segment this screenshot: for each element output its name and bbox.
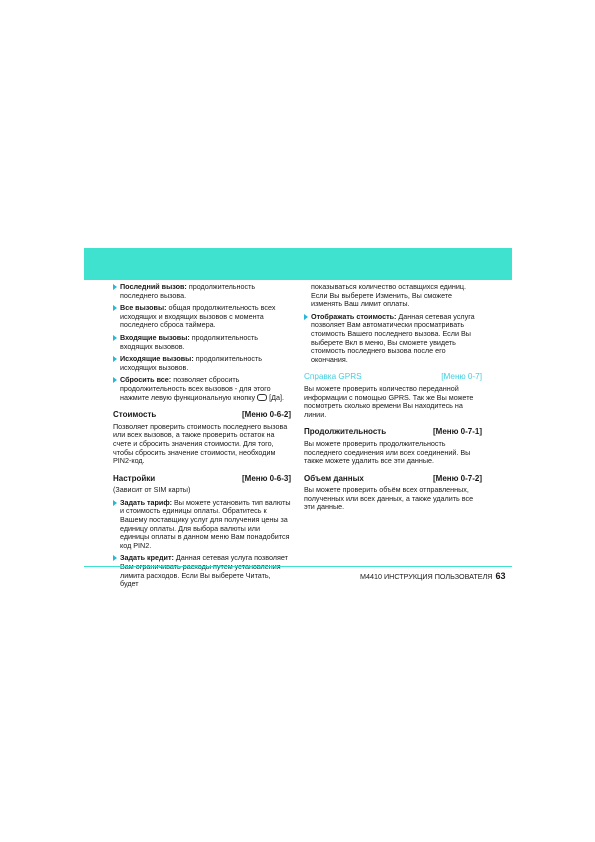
bullet-triangle-icon <box>113 500 117 506</box>
term: Задать тариф: <box>120 497 173 507</box>
term-description: продолжительность последнего вызова. <box>120 282 256 300</box>
term-description: Данная сетевая услуга позволяет лимита расходов. Если Вы выберете Читать, будет <box>120 553 288 589</box>
section-heading <box>304 475 482 484</box>
bullet-triangle-icon <box>113 284 117 290</box>
section-title: Справка GPRS <box>304 372 362 382</box>
right-column <box>304 283 482 516</box>
bullet-triangle-icon <box>113 555 117 561</box>
menu-number: [Меню 0-7-2] <box>432 473 482 483</box>
menu-number: [Меню 0-7-1] <box>432 427 482 437</box>
section-title: Продолжительность <box>304 427 387 437</box>
term: Последний вызов: <box>120 282 187 291</box>
bullet-triangle-icon <box>113 335 117 341</box>
footer-divider <box>84 566 512 567</box>
list-item <box>113 554 291 588</box>
section-title: Объем данных <box>304 473 364 483</box>
section-heading <box>304 428 482 437</box>
left-column <box>113 283 291 593</box>
term-description: Вы можете установить тип валюты и стоимость единицы оплаты. Обратитесь к Вашему поставщику услуг для получения цены за единицу оплаты. Для выбора валюты или единицы оплаты в данном меню Вам понадобится код PIN2. <box>120 497 291 550</box>
list-item <box>113 355 291 372</box>
term-description: позволяет сбросить продолжительность всех вызовов - для этого нажмите левую функциональную кнопку <box>120 375 271 402</box>
term: Отображать стоимость: <box>311 311 397 321</box>
section-subtitle: (Зависит от SIM карты) <box>113 485 191 495</box>
section-heading <box>113 411 291 420</box>
menu-number: [Меню 0-7] <box>441 372 482 382</box>
bullet-triangle-icon <box>113 305 117 311</box>
section-text: Вы можете проверить объём всех отправленных, полученных или всех данных, а также удалить все эти данные. <box>304 485 474 512</box>
bullet-triangle-icon <box>113 356 117 362</box>
section-title: Настройки <box>113 473 156 483</box>
gprs-heading <box>304 373 482 382</box>
term-description: продолжительность входящих вызовов. <box>120 332 259 351</box>
term: Входящие вызовы: <box>120 332 190 342</box>
section-heading <box>113 475 291 484</box>
term: Все вызовы: <box>120 303 167 313</box>
list-item <box>113 283 291 300</box>
menu-number: [Меню 0-6-3] <box>241 473 291 483</box>
list-item <box>113 499 291 551</box>
header-color-band <box>84 248 512 280</box>
term-description: продолжительность исходящих вызовов. <box>120 354 262 372</box>
section-text: Позволяет проверить стоимость последнего вызова или всех вызовов, а также проверить остаток на счете и сбросить значения стоимости. Для того, чтобы сбросить значение стоимости, необходим PIN2-код. <box>113 421 288 466</box>
list-item <box>113 304 291 330</box>
bullet-triangle-icon <box>304 314 308 320</box>
term-description: общая продолжительность всех исходящих и входящих вызовов с момента последнего сброса таймера. <box>120 303 276 330</box>
continued-text: показываться количество оставщихся единиц. Если Вы выберете Изменить, Вы сможете изменять Ваш лимит оплаты. <box>311 282 466 309</box>
term-description: Данная сетевая услуга позволяет Вам автоматически просматривать стоимость Вашего последнего вызова. Если Вы выберете Вкл в меню, Вы сможете увидеть стоимость последнего вызова после его окончания. <box>311 311 475 364</box>
term: Исходящие вызовы: <box>120 354 194 364</box>
page-number: 63 <box>495 571 506 581</box>
section-text: Вы можете проверить продолжительность последнего соединения или всех соединений. Вы также можете удалить все эти данные. <box>304 438 471 466</box>
term-description-tail: [Да]. <box>267 392 284 402</box>
term: Сбросить все: <box>120 375 172 385</box>
section-text: Вы можете проверить количество переданной информации с помощью GPRS. Так же Вы можете посмотреть сколько времени Вы находитесь на линии. <box>304 383 474 419</box>
list-item <box>304 313 482 365</box>
left-softkey-icon <box>257 394 267 401</box>
menu-number: [Меню 0-6-2] <box>241 410 291 420</box>
list-item <box>113 376 291 402</box>
section-title: Стоимость <box>113 410 157 420</box>
footer-label: M4410 ИНСТРУКЦИЯ ПОЛЬЗОВАТЕЛЯ <box>360 572 493 581</box>
list-item <box>113 334 291 351</box>
term: Задать кредит: <box>120 553 174 563</box>
bullet-triangle-icon <box>113 377 117 383</box>
page-footer <box>360 571 506 581</box>
